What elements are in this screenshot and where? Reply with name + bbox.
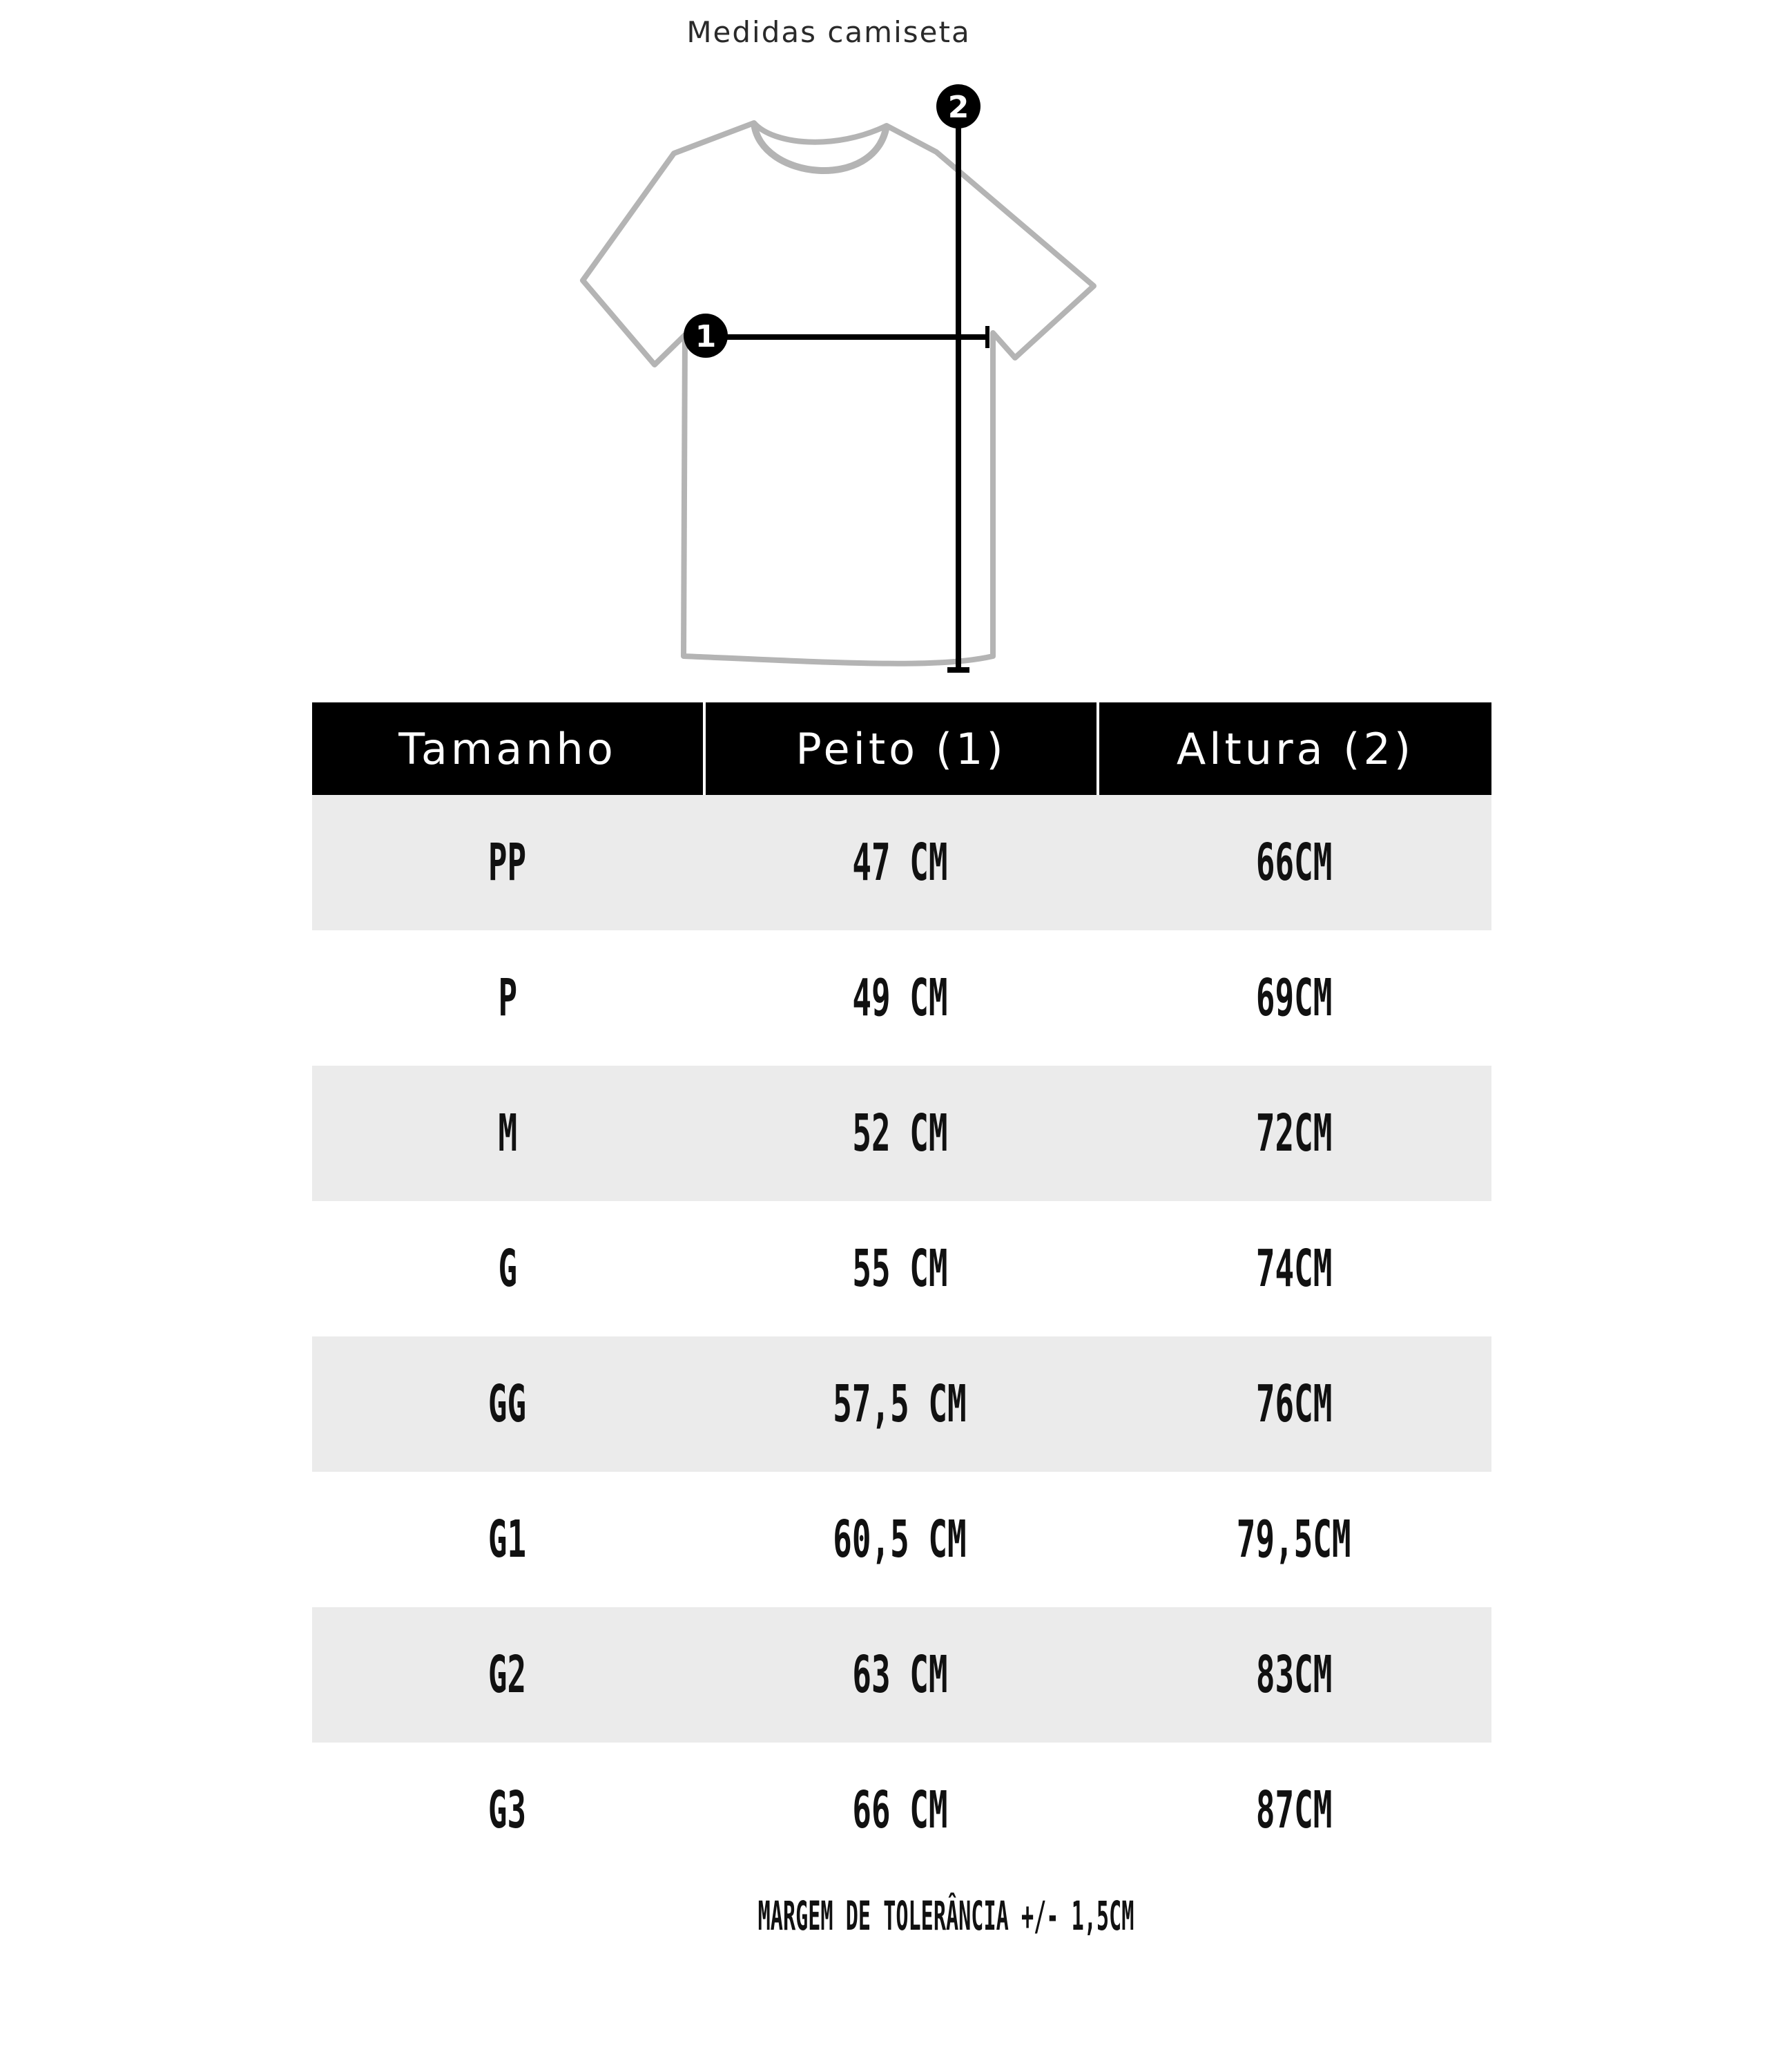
height-cell: 79,5CM <box>1237 1510 1351 1569</box>
marker-1-label: 1 <box>695 319 717 354</box>
chest-cell: 57,5 CM <box>833 1374 967 1434</box>
table-row <box>312 1743 1491 1878</box>
tshirt-diagram <box>566 76 1119 684</box>
chest-cell: 49 CM <box>851 968 948 1028</box>
marker-2-icon <box>936 84 981 128</box>
marker-1-icon <box>684 314 728 358</box>
chest-cell: 63 CM <box>851 1645 948 1705</box>
size-table <box>312 702 1491 1878</box>
height-cell: 69CM <box>1255 968 1333 1028</box>
chest-cell: 66 CM <box>851 1781 948 1840</box>
table-header <box>312 702 1491 795</box>
size-cell: G2 <box>488 1645 527 1705</box>
marker-2-label: 2 <box>947 90 969 125</box>
size-cell: G3 <box>488 1781 527 1840</box>
size-cell: M <box>498 1104 517 1163</box>
chest-cell: 52 CM <box>851 1104 948 1163</box>
table-row <box>312 1472 1491 1607</box>
header-chest: Peito (1) <box>706 702 1097 795</box>
size-cell: PP <box>488 833 527 892</box>
table-row <box>312 1607 1491 1743</box>
height-cell: 87CM <box>1255 1781 1333 1840</box>
height-cell: 76CM <box>1255 1374 1333 1434</box>
height-cell: 83CM <box>1255 1645 1333 1705</box>
chest-cell: 55 CM <box>851 1239 948 1298</box>
height-cell: 74CM <box>1255 1239 1333 1298</box>
size-cell: G1 <box>488 1510 527 1569</box>
header-height: Altura (2) <box>1099 702 1491 795</box>
table-row <box>312 1336 1491 1472</box>
chest-cell: 47 CM <box>851 833 948 892</box>
table-row <box>312 1201 1491 1336</box>
header-size: Tamanho <box>312 702 703 795</box>
tshirt-outline <box>583 123 1094 664</box>
height-cell: 72CM <box>1255 1104 1333 1163</box>
table-row <box>312 795 1491 930</box>
chest-cell: 60,5 CM <box>833 1510 967 1569</box>
table-row <box>312 1066 1491 1201</box>
page-title: Medidas camiseta <box>686 15 971 49</box>
size-cell: P <box>498 968 517 1028</box>
height-cell: 66CM <box>1255 833 1333 892</box>
tolerance-note: MARGEM DE TOLERÂNCIA +/- 1,5CM <box>757 1892 1134 1939</box>
size-cell: GG <box>488 1374 527 1434</box>
size-cell: G <box>498 1239 517 1298</box>
table-row <box>312 930 1491 1066</box>
